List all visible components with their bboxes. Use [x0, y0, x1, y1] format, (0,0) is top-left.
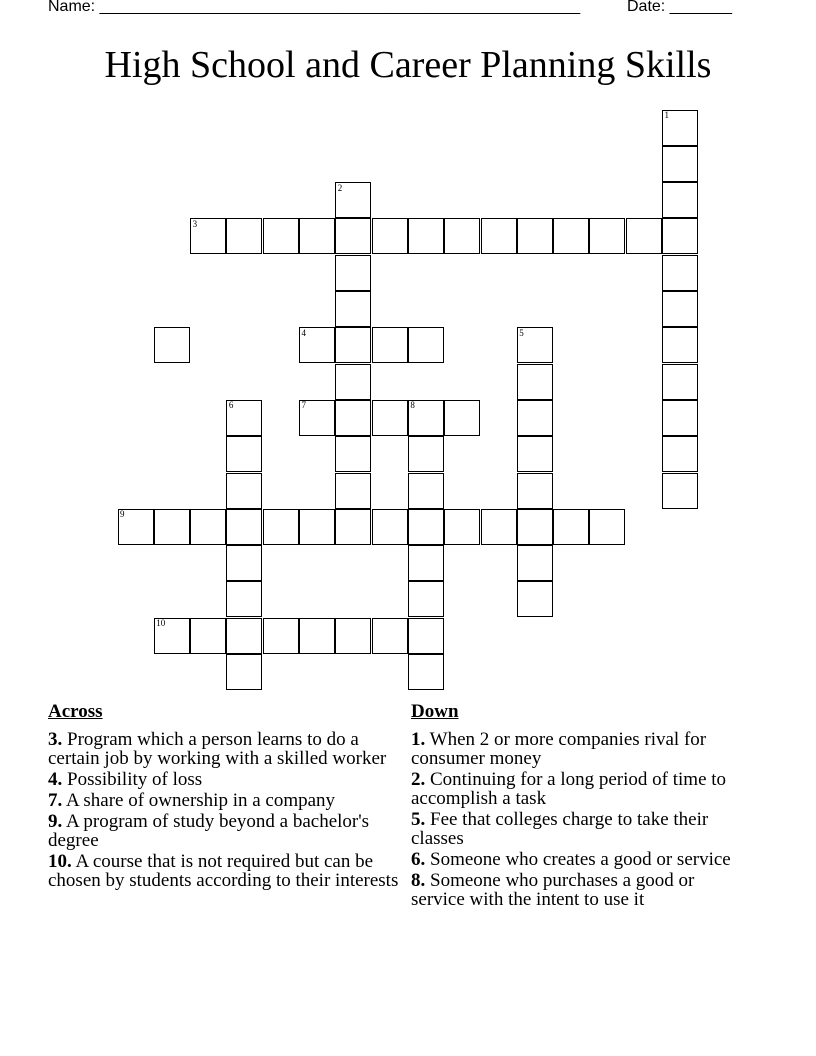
grid-cell[interactable]	[662, 291, 698, 327]
grid-cell[interactable]	[553, 218, 589, 254]
grid-cell[interactable]	[372, 618, 408, 654]
clue-text: When 2 or more companies rival for consumer money	[411, 729, 707, 769]
page-title: High School and Career Planning Skills	[104, 44, 712, 86]
grid-cell[interactable]	[626, 218, 662, 254]
grid-cell[interactable]	[589, 218, 625, 254]
clue-number-5: 5	[519, 327, 524, 338]
clue-number: 2.	[411, 769, 426, 790]
grid-cell[interactable]	[335, 255, 371, 291]
grid-cell[interactable]	[335, 618, 371, 654]
grid-cell[interactable]	[226, 654, 262, 690]
grid-cell[interactable]	[517, 218, 553, 254]
grid-cell[interactable]	[190, 509, 226, 545]
down-clues	[411, 700, 741, 911]
grid-cell[interactable]	[226, 545, 262, 581]
clue-text: A course that is not required but can be chosen by students according to their interests	[48, 851, 399, 891]
clue-text: A share of ownership in a company	[62, 790, 336, 811]
clue-number: 7.	[48, 790, 63, 811]
clue-number-2: 2	[337, 182, 343, 193]
grid-cell[interactable]	[372, 400, 408, 436]
clue-number-7: 7	[301, 400, 306, 411]
across-heading: Across	[48, 701, 103, 722]
grid-cell[interactable]	[372, 327, 408, 363]
clue-text: Fee that colleges charge to take their classes	[411, 809, 709, 849]
grid-cell[interactable]	[299, 618, 335, 654]
grid-cell[interactable]	[517, 545, 553, 581]
grid-cell[interactable]	[517, 400, 553, 436]
across-clue-4	[48, 770, 403, 789]
grid-cell[interactable]	[335, 509, 371, 545]
clue-number: 5.	[411, 809, 426, 830]
grid-cell[interactable]	[662, 218, 698, 254]
clue-number-8: 8	[410, 400, 415, 411]
grid-cell[interactable]	[481, 509, 517, 545]
grid-cell[interactable]	[408, 581, 444, 617]
date-line: Date: _______	[627, 0, 732, 15]
grid-cell[interactable]	[481, 218, 517, 254]
clue-number: 6.	[411, 849, 426, 870]
grid-cell[interactable]	[335, 364, 371, 400]
grid-cell[interactable]	[662, 473, 698, 509]
grid-cell[interactable]	[335, 327, 371, 363]
grid-cell[interactable]	[444, 509, 480, 545]
grid-cell[interactable]	[517, 509, 553, 545]
grid-cell[interactable]	[299, 218, 335, 254]
clue-text: Continuing for a long period of time to accomplish a task	[411, 769, 727, 809]
grid-cell[interactable]	[226, 473, 262, 509]
grid-cell[interactable]	[226, 436, 262, 472]
grid-cell[interactable]	[444, 218, 480, 254]
grid-cell[interactable]	[444, 400, 480, 436]
grid-cell[interactable]	[662, 146, 698, 182]
across-clue-9	[48, 812, 403, 850]
across-clues	[48, 700, 403, 892]
clue-text: Possibility of loss	[62, 769, 203, 790]
grid-cell[interactable]	[372, 218, 408, 254]
grid-cell[interactable]	[408, 218, 444, 254]
grid-cell[interactable]	[408, 436, 444, 472]
clue-number-10: 10	[156, 618, 166, 629]
grid-cell[interactable]	[226, 218, 262, 254]
grid-cell[interactable]	[154, 509, 190, 545]
grid-cell[interactable]	[408, 473, 444, 509]
clue-number-1: 1	[664, 110, 669, 120]
grid-cell[interactable]	[662, 255, 698, 291]
clue-text: Someone who purchases a good or service with the intent to use it	[411, 870, 695, 910]
clue-text: A program of study beyond a bachelor's degree	[48, 811, 370, 851]
grid-cell[interactable]	[335, 436, 371, 472]
grid-cell[interactable]	[408, 545, 444, 581]
grid-cell[interactable]	[408, 509, 444, 545]
grid-cell[interactable]	[517, 581, 553, 617]
across-clue-7	[48, 791, 403, 810]
grid-cell[interactable]	[263, 218, 299, 254]
clue-number-4: 4	[301, 327, 306, 338]
grid-cell[interactable]	[263, 509, 299, 545]
grid-cell[interactable]	[408, 654, 444, 690]
down-heading: Down	[411, 701, 459, 722]
grid-cell[interactable]	[517, 364, 553, 400]
name-line: Name: ______________________________________________________	[48, 0, 581, 15]
grid-cell[interactable]	[190, 618, 226, 654]
across-clue-10	[48, 852, 403, 890]
across-clue-3	[48, 730, 403, 768]
grid-cell[interactable]	[335, 218, 371, 254]
grid-cell[interactable]	[408, 327, 444, 363]
clue-text: Someone who creates a good or service	[425, 849, 731, 870]
grid-cell[interactable]	[662, 364, 698, 400]
clue-number: 8.	[411, 870, 426, 891]
clue-number: 10.	[48, 851, 72, 872]
clue-number: 9.	[48, 811, 63, 832]
clue-number-9: 9	[120, 509, 125, 520]
clue-text: Program which a person learns to do a certain job by working with a skilled worker	[48, 729, 387, 769]
clue-number-3: 3	[192, 218, 198, 229]
grid-cell[interactable]	[226, 618, 262, 654]
down-clue-1	[411, 730, 741, 768]
grid-cell[interactable]	[553, 509, 589, 545]
grid-cell[interactable]	[589, 509, 625, 545]
down-clue-2	[411, 770, 741, 808]
grid-cell[interactable]	[662, 436, 698, 472]
clue-number-6: 6	[228, 400, 234, 411]
grid-cell[interactable]	[662, 400, 698, 436]
clue-number: 4.	[48, 769, 63, 790]
grid-cell[interactable]	[226, 581, 262, 617]
grid-cell[interactable]	[662, 327, 698, 363]
grid-cell[interactable]	[517, 436, 553, 472]
grid-cell[interactable]	[226, 509, 262, 545]
grid-cell[interactable]	[372, 509, 408, 545]
down-clue-8	[411, 871, 741, 909]
grid-cell[interactable]	[662, 182, 698, 218]
grid-cell[interactable]	[335, 473, 371, 509]
clue-number: 1.	[411, 729, 426, 750]
down-clue-6	[411, 850, 741, 869]
grid-cell[interactable]	[517, 473, 553, 509]
clue-number: 3.	[48, 729, 63, 750]
grid-cell[interactable]	[299, 509, 335, 545]
down-clue-5	[411, 810, 741, 848]
grid-cell[interactable]	[154, 327, 190, 363]
grid-cell[interactable]	[335, 291, 371, 327]
grid-cell[interactable]	[335, 400, 371, 436]
grid-cell[interactable]	[408, 618, 444, 654]
grid-cell[interactable]	[263, 618, 299, 654]
